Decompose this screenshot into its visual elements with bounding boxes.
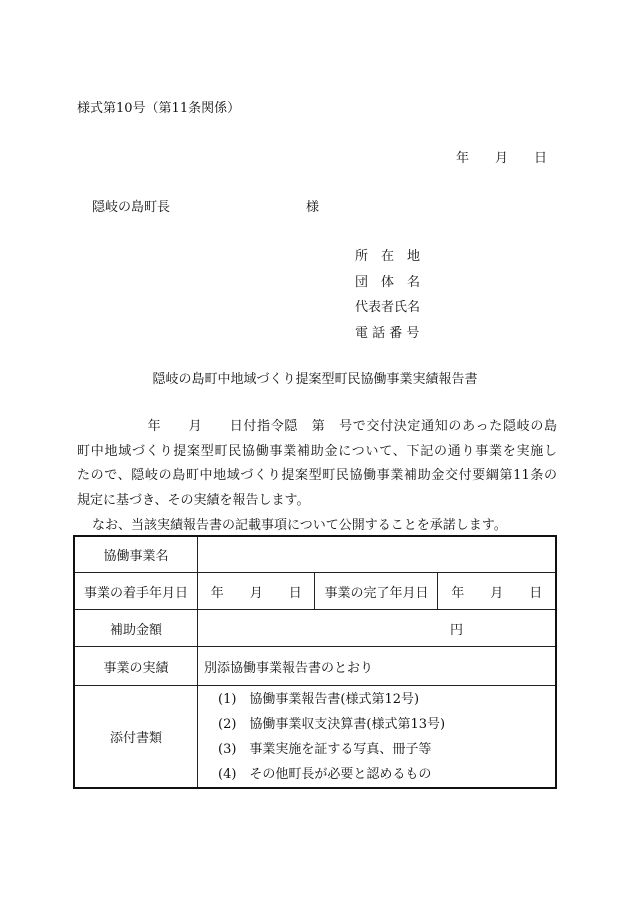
start-date-field[interactable]: 年 月 日 bbox=[198, 573, 315, 610]
date-year: 年 bbox=[456, 151, 470, 166]
attachments-list bbox=[198, 686, 557, 789]
recipient-name: 隠岐の島町長 bbox=[92, 200, 171, 215]
group-name-label: 団 体 名 bbox=[355, 274, 421, 290]
phone-label: 電 話 番 号 bbox=[355, 325, 420, 341]
attachment-item: (4) その他町長が必要と認めるもの bbox=[218, 766, 432, 782]
disclosure-note: なお、当該実績報告書の記載事項について公開することを承諾します。 bbox=[92, 518, 507, 533]
body-line-4: 規定に基づき、その実績を報告します。 bbox=[77, 492, 310, 508]
body-line-1: 年 月 日付指令隠 第 号で交付決定通知のあった隠岐の島 bbox=[147, 419, 557, 434]
body-line-2: 町中地域づくり提案型町民協働事業補助金について、下記の通り事業を実施し bbox=[77, 443, 557, 459]
document-title: 隠岐の島町中地域づくり提案型町民協働事業実績報告書 bbox=[152, 372, 478, 387]
table-row bbox=[74, 610, 556, 647]
project-name-label: 協働事業名 bbox=[74, 536, 198, 573]
attachment-item: (3) 事業実施を証する写真、冊子等 bbox=[218, 741, 432, 757]
project-name-field[interactable] bbox=[198, 536, 557, 573]
report-table bbox=[73, 535, 557, 789]
address-label: 所 在 地 bbox=[355, 249, 421, 264]
date-month: 月 bbox=[495, 151, 509, 166]
attachment-item: (1) 協働事業報告書(様式第12号) bbox=[218, 691, 420, 707]
attachment-item: (2) 協働事業収支決算書(様式第13号) bbox=[218, 716, 446, 732]
table-row bbox=[74, 686, 556, 789]
report-date bbox=[456, 147, 547, 166]
representative-label: 代表者氏名 bbox=[355, 300, 421, 315]
end-date-field[interactable]: 年 月 日 bbox=[438, 573, 556, 610]
date-day: 日 bbox=[534, 151, 548, 166]
start-date-label: 事業の着手年月日 bbox=[74, 573, 198, 610]
body-paragraph bbox=[77, 415, 557, 513]
table-row bbox=[74, 536, 556, 573]
yen-unit: 円 bbox=[449, 622, 463, 638]
end-date-label: 事業の完了年月日 bbox=[315, 573, 438, 610]
applicant-block bbox=[355, 244, 420, 346]
subsidy-amount-label: 補助金額 bbox=[74, 610, 198, 647]
table-row bbox=[74, 647, 556, 686]
results-label: 事業の実績 bbox=[74, 647, 198, 686]
attachments-label: 添付書類 bbox=[74, 686, 198, 789]
recipient-honorific: 様 bbox=[306, 200, 320, 215]
body-line-3: たので、隠岐の島町中地域づくり提案型町民協働事業補助金交付要綱第11条の bbox=[77, 468, 557, 483]
table-row bbox=[74, 573, 556, 610]
results-value: 別添協働事業報告書のとおり bbox=[198, 647, 557, 686]
form-number: 様式第10号（第11条関係） bbox=[77, 101, 241, 116]
subsidy-amount-field[interactable] bbox=[198, 610, 557, 647]
